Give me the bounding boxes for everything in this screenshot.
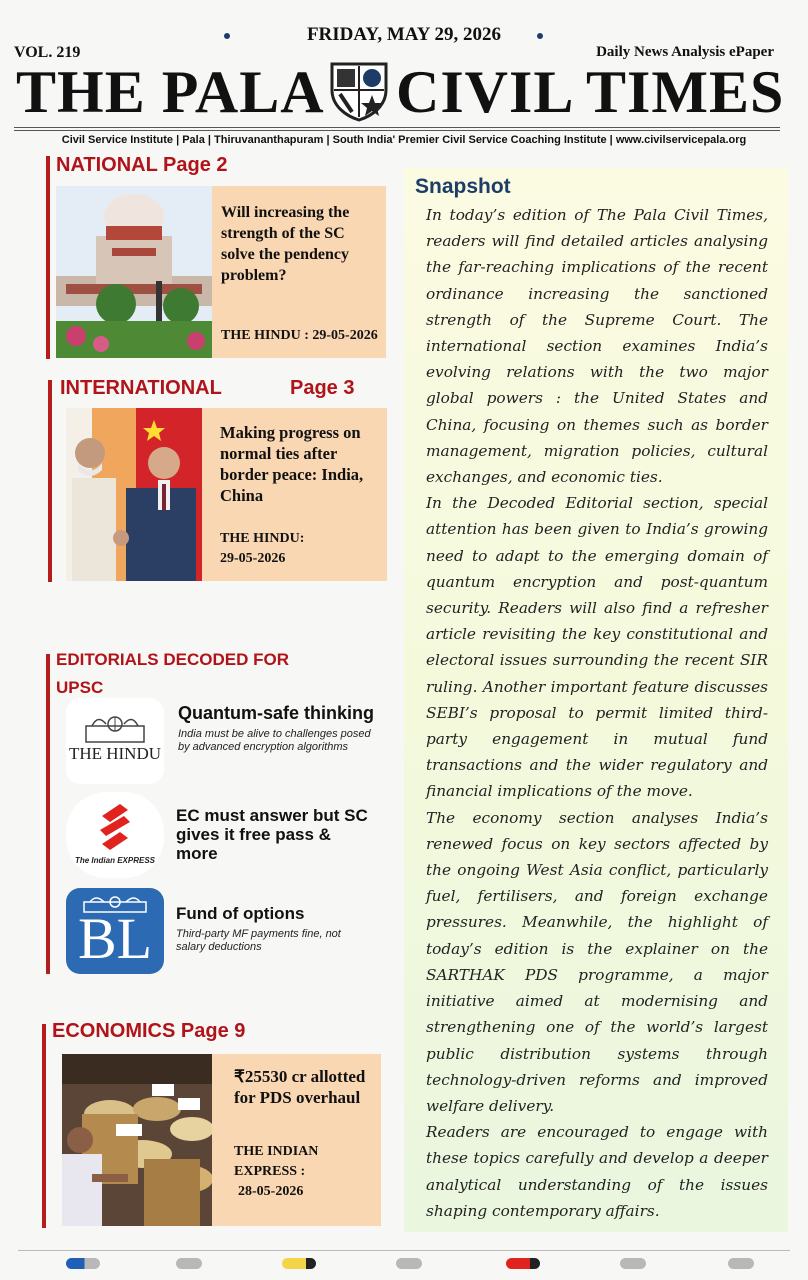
indian-express-logo-text: The Indian EXPRESS bbox=[74, 856, 155, 865]
supreme-court-photo bbox=[56, 186, 212, 358]
section-bar bbox=[48, 380, 52, 582]
editorials-heading-line1[interactable]: EDITORIALS DECODED FOR bbox=[56, 650, 289, 669]
section-bar bbox=[46, 156, 50, 359]
economics-source-name: THE INDIAN EXPRESS : bbox=[234, 1144, 319, 1179]
editorial-description: Third-party MF payments fine, not salary deductions bbox=[176, 928, 341, 953]
the-hindu-logo bbox=[66, 698, 164, 784]
editorial-description: India must be alive to challenges posed by advanced encryption algorithms bbox=[178, 728, 371, 753]
page-nav-dot-6[interactable] bbox=[620, 1258, 646, 1269]
international-page: Page 3 bbox=[290, 377, 355, 399]
business-line-logo-text: BL bbox=[77, 906, 153, 971]
masthead-title-right: CIVIL TIMES bbox=[396, 59, 785, 125]
snapshot-paragraph: The economy section analyses India’s renewed focus on key sectors affected by the ongoing West Asia conflict, particularly fuel, fertilisers, and foreign exchange pressures. Meanwhile, the highlight of today’s edition is the explainer on the SARTHAK PDS programme, a major initiative aimed at modernising and strengthening one of the world’s largest public distribution systems through technology-driven reforms and improved welfare delivery. bbox=[426, 808, 768, 1115]
editorials-heading-line2: UPSC bbox=[56, 678, 104, 697]
economics-heading[interactable]: ECONOMICS Page 9 bbox=[52, 1020, 246, 1042]
masthead-rule bbox=[14, 127, 780, 128]
page-nav-divider bbox=[18, 1250, 790, 1251]
international-heading[interactable]: INTERNATIONAL bbox=[60, 377, 222, 399]
international-title[interactable]: Making progress on normal ties after border peace: India, China bbox=[220, 423, 364, 505]
volume-number: VOL. 219 bbox=[14, 44, 81, 61]
crest-logo bbox=[328, 60, 390, 122]
page-nav-dot-5[interactable] bbox=[506, 1258, 540, 1269]
international-card[interactable] bbox=[66, 408, 387, 581]
section-bar bbox=[42, 1024, 46, 1228]
economics-card[interactable] bbox=[62, 1054, 381, 1226]
snapshot-body bbox=[426, 202, 768, 1224]
international-source-name: THE HINDU: bbox=[220, 531, 305, 546]
national-heading[interactable]: NATIONAL Page 2 bbox=[56, 154, 228, 176]
the-hindu-logo-text: THE HINDU bbox=[68, 744, 162, 763]
snapshot-paragraph: Readers are encouraged to engage with these topics carefully and develop a deeper analytical understanding of the issues shaping contemporary affairs. bbox=[426, 1123, 768, 1220]
editorial-title[interactable]: EC must answer but SC gives it free pass & more bbox=[176, 806, 368, 863]
masthead-rule bbox=[14, 130, 780, 131]
editorial-title[interactable]: Quantum-safe thinking bbox=[178, 703, 375, 723]
economics-title[interactable]: ₹25530 cr allotted for PDS overhaul bbox=[234, 1067, 366, 1107]
national-source: THE HINDU : 29-05-2026 bbox=[221, 328, 378, 343]
snapshot-paragraph: In the Decoded Editorial section, special attention has been given to India’s growing need to adapt to the emerging domain of quantum encryption and post-quantum security. Readers will also find a refresher article revisiting the key constitutional and electoral issues surrounding the recent SIR ruling. Another important feature discusses SEBI’s proposal to permit limited third-party engagement in mutual fund transactions and the wider regulatory and financial implications of the move. bbox=[426, 494, 768, 801]
masthead-title-left: THE PALA bbox=[16, 59, 325, 125]
national-card[interactable] bbox=[56, 186, 386, 358]
national-title[interactable]: Will increasing the strength of the SC solve the pendency problem? bbox=[221, 204, 350, 284]
snapshot-title: Snapshot bbox=[415, 175, 511, 198]
editorial-title[interactable]: Fund of options bbox=[176, 904, 305, 923]
masthead-subtitle: Civil Service Institute | Pala | Thiruvananthapuram | South India' Premier Civil Service Coaching Institute | www.civilservicepala.org bbox=[61, 134, 747, 146]
section-bar bbox=[46, 654, 50, 974]
pds-grain-photo bbox=[62, 1054, 212, 1226]
snapshot-paragraph: In today’s edition of The Pala Civil Times, readers will find detailed articles analysing the far-reaching implications of the recent ordinance increasing the sanctioned strength of the Supreme Court. The international section examines India’s evolving relations with the two major global powers : the United States and China, focusing on themes such as border management, migration policies, cultural exchanges, and economic ties. bbox=[426, 206, 768, 487]
page-nav-dot-7[interactable] bbox=[728, 1258, 754, 1269]
page-nav-dot-1[interactable] bbox=[66, 1258, 100, 1269]
international-source-date: 29-05-2026 bbox=[220, 551, 286, 566]
indian-express-logo bbox=[66, 792, 164, 878]
page-nav-dot-4[interactable] bbox=[396, 1258, 422, 1269]
issue-date: FRIDAY, MAY 29, 2026 bbox=[306, 24, 502, 45]
business-line-logo bbox=[66, 888, 164, 974]
page-nav-dot-2[interactable] bbox=[176, 1258, 202, 1269]
edition-label: Daily News Analysis ePaper bbox=[596, 44, 774, 60]
page-nav-dot-3[interactable] bbox=[282, 1258, 316, 1269]
leaders-photo bbox=[66, 408, 202, 581]
economics-source-date: 28-05-2026 bbox=[238, 1184, 304, 1199]
